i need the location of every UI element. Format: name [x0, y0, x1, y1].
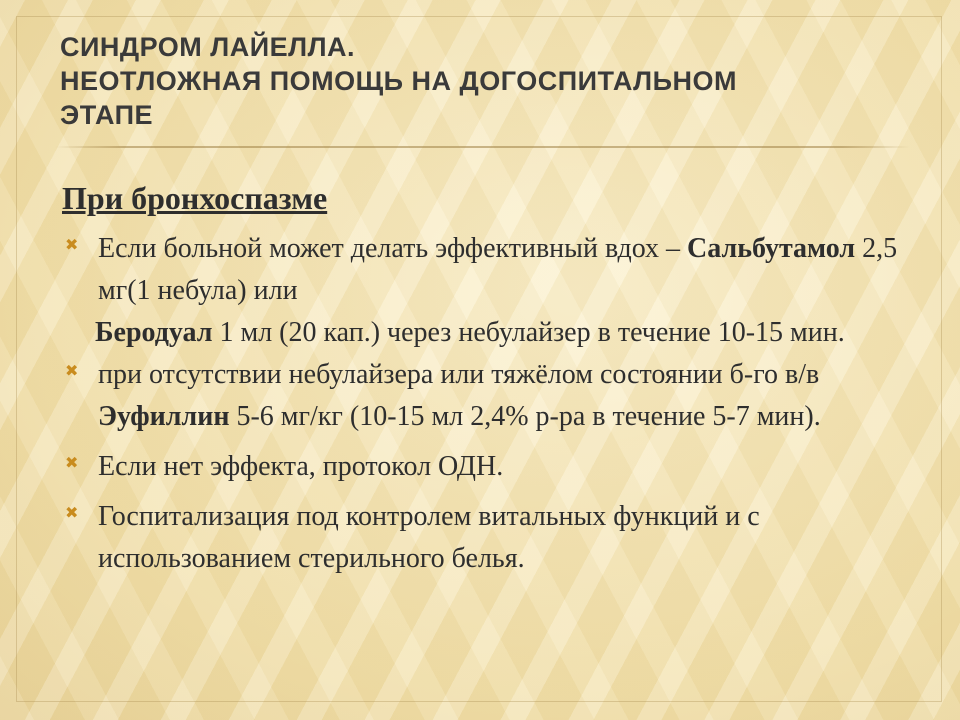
item-text-post: 2,5 мг(1 небула) или: [98, 233, 898, 306]
title-line-3: ЭТАПЕ: [60, 100, 154, 130]
list-item-euphylline: [60, 354, 920, 438]
section-heading: При бронхоспазме: [62, 180, 328, 216]
list-item-no-effect: [60, 446, 920, 488]
item-text-pre: при отсутствии небулайзера или тяжёлом состоянии б-го в/в: [98, 359, 820, 390]
item-text-post: 1 мл (20 кап.) через небулайзер в течение 10-15 мин.: [212, 317, 845, 348]
list-continuation-berodual: [60, 312, 920, 354]
x-bullet-icon: ✖: [65, 503, 79, 522]
x-bullet-icon: ✖: [65, 361, 79, 380]
slide-title: [60, 30, 910, 132]
slide-body: [60, 176, 920, 580]
title-line-1: СИНДРОМ ЛАЙЕЛЛА.: [60, 32, 356, 62]
list-item-salbutamol: [60, 228, 920, 312]
item-text-pre: Если больной может делать эффективный вдох –: [98, 233, 688, 264]
drug-name-euphylline: Эуфиллин: [98, 401, 230, 432]
title-divider: [55, 146, 910, 148]
drug-name-salbutamol: Сальбутамол: [687, 233, 856, 264]
drug-name-berodual: Беродуал: [95, 317, 213, 348]
x-bullet-icon: ✖: [65, 235, 79, 254]
x-bullet-icon: ✖: [65, 453, 79, 472]
list-item-hospitalization: [60, 496, 920, 580]
item-text: Если нет эффекта, протокол ОДН.: [98, 451, 504, 482]
item-text: Госпитализация под контролем витальных функций и с использованием стерильного белья.: [98, 501, 760, 574]
item-text-post: 5-6 мг/кг (10-15 мл 2,4% р-ра в течение 5-7 мин).: [229, 401, 821, 432]
title-line-2: НЕОТЛОЖНАЯ ПОМОЩЬ НА ДОГОСПИТАЛЬНОМ: [60, 66, 738, 96]
